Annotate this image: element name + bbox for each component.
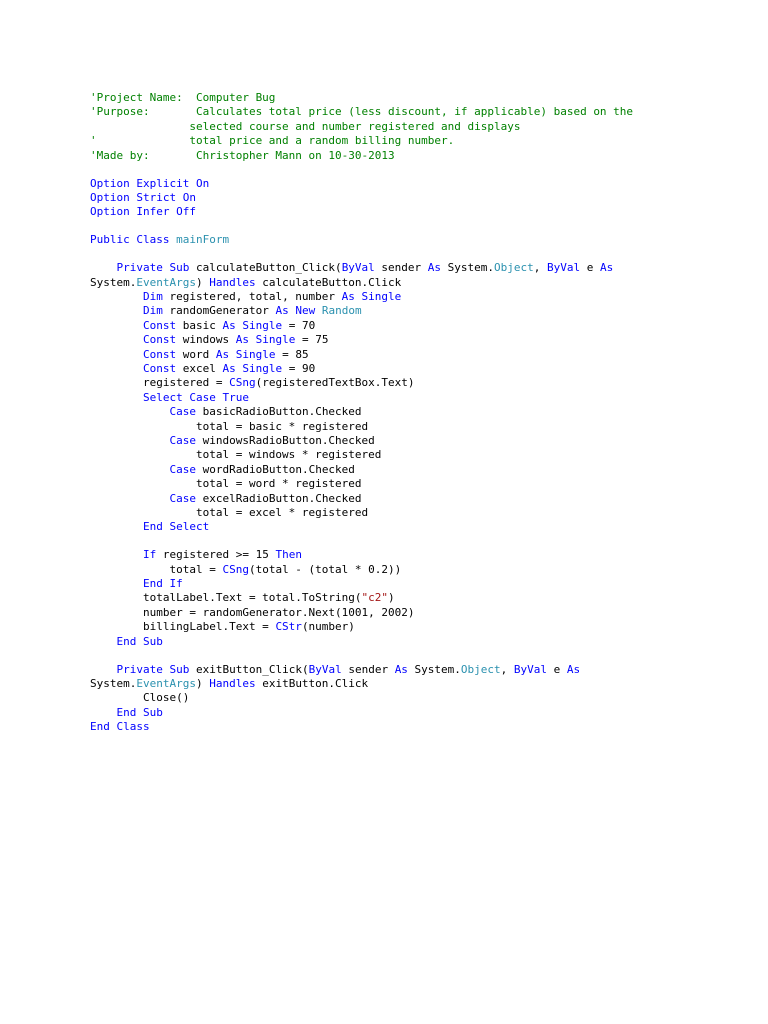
code-line	[90, 520, 750, 534]
code-line	[90, 348, 750, 362]
code-token: exitButton.Click	[255, 677, 369, 691]
code-token: total = windows * registered	[90, 448, 382, 462]
code-token: excelRadioButton.Checked	[195, 491, 362, 505]
code-token: (registeredTextBox.Text)	[255, 376, 415, 390]
code-token: Object	[460, 662, 501, 676]
code-line	[90, 477, 750, 491]
code-token: windows	[176, 333, 236, 347]
code-token: calculateButton_Click(	[189, 261, 342, 275]
code-token: As Single	[222, 318, 283, 332]
code-token: sender	[374, 261, 428, 275]
code-token: As Single	[341, 290, 402, 304]
code-token: CSng	[229, 376, 256, 390]
code-token: registered =	[90, 376, 230, 390]
code-line	[90, 563, 750, 577]
code-token: selected course and number registered and displays	[90, 119, 521, 133]
code-token: excel	[176, 362, 223, 376]
code-listing	[90, 91, 750, 735]
blank-line	[90, 220, 750, 234]
code-token: System.	[407, 662, 461, 676]
code-token: Select Case True	[142, 390, 249, 404]
code-token	[90, 463, 169, 476]
code-token: 'Project Name: Computer Bug	[90, 91, 276, 104]
code-token: e	[547, 662, 567, 676]
code-token	[90, 520, 143, 533]
code-token: = 75	[295, 333, 329, 347]
code-token: )	[195, 275, 210, 289]
code-token	[90, 362, 143, 375]
code-token: System.	[90, 677, 137, 691]
code-token: Option Infer Off	[90, 205, 196, 219]
code-token: If	[142, 548, 157, 562]
code-token	[90, 348, 143, 361]
code-line	[90, 448, 750, 462]
code-token: End Sub	[116, 634, 163, 648]
code-token	[90, 261, 117, 274]
code-token	[90, 492, 169, 505]
code-token: total =	[90, 562, 223, 576]
code-token	[90, 319, 143, 332]
code-token: basicRadioButton.Checked	[195, 405, 362, 419]
code-line	[90, 706, 750, 720]
blank-line	[90, 248, 750, 262]
code-token: Const	[142, 347, 177, 361]
code-token	[90, 577, 143, 590]
code-line	[90, 177, 750, 191]
code-token: 'Made by: Christopher Mann on 10-30-2013	[90, 148, 395, 162]
code-token: total = basic * registered	[90, 419, 369, 433]
blank-line	[90, 535, 750, 549]
code-line	[90, 691, 750, 705]
code-token: )	[195, 677, 210, 691]
code-token: randomGenerator	[162, 304, 276, 318]
code-line	[90, 134, 750, 148]
code-line	[90, 405, 750, 419]
code-token: calculateButton.Click	[255, 275, 402, 289]
code-line	[90, 191, 750, 205]
code-line	[90, 290, 750, 304]
code-token: ' total price and a random billing number.	[90, 134, 455, 148]
code-token: ByVal	[341, 261, 375, 275]
code-token: mainForm	[176, 233, 230, 247]
code-token: number = randomGenerator.Next(1001, 2002)	[90, 605, 415, 619]
code-token	[90, 391, 143, 404]
code-line	[90, 620, 750, 634]
code-token: (total - (total * 0.2))	[248, 562, 402, 576]
code-token	[90, 405, 169, 418]
code-token: = 85	[275, 347, 309, 361]
code-line	[90, 548, 750, 562]
code-token: totalLabel.Text = total.ToString(	[90, 591, 362, 605]
code-token: wordRadioButton.Checked	[195, 462, 355, 476]
code-token: billingLabel.Text =	[90, 620, 276, 634]
code-token: EventArgs	[136, 275, 196, 289]
code-token: basic	[176, 318, 223, 332]
code-token: System.	[90, 275, 137, 289]
code-line	[90, 577, 750, 591]
code-token: total = excel * registered	[90, 505, 369, 519]
code-token: End If	[142, 577, 183, 591]
code-token: registered >= 15	[156, 548, 276, 562]
code-token: )	[388, 591, 395, 605]
code-token: Random	[321, 304, 362, 318]
code-token: Case	[169, 433, 196, 447]
code-line	[90, 391, 750, 405]
code-line	[90, 319, 750, 333]
code-token: As	[566, 662, 581, 676]
code-token: (number)	[301, 620, 355, 634]
code-token	[90, 663, 117, 676]
code-token	[90, 706, 117, 719]
code-token: As New	[275, 304, 316, 318]
code-token	[90, 290, 143, 303]
code-line	[90, 261, 750, 275]
code-token: registered, total, number	[162, 290, 342, 304]
code-token: As	[600, 261, 614, 275]
code-line	[90, 434, 750, 448]
code-line	[90, 463, 750, 477]
code-line	[90, 276, 750, 290]
code-token	[90, 635, 117, 648]
code-token	[90, 304, 143, 317]
code-token: As Single	[235, 333, 296, 347]
blank-line	[90, 649, 750, 663]
code-token: End Sub	[116, 705, 163, 719]
code-token: End Select	[142, 520, 210, 534]
code-token: Public Class	[90, 233, 177, 247]
code-token: Const	[142, 362, 177, 376]
code-token: Private Sub	[116, 261, 190, 275]
code-token	[90, 434, 169, 447]
code-token: End Class	[90, 720, 150, 734]
code-token: As Single	[215, 347, 276, 361]
code-token: Private Sub	[116, 662, 190, 676]
code-token: exitButton_Click(	[189, 662, 309, 676]
code-token: = 70	[282, 318, 316, 332]
code-token: = 90	[282, 362, 316, 376]
code-token: Option Explicit On	[90, 176, 210, 190]
code-token: EventArgs	[136, 677, 196, 691]
code-token: CStr	[275, 620, 302, 634]
code-line	[90, 333, 750, 347]
code-token: ,	[533, 261, 548, 275]
code-line	[90, 376, 750, 390]
code-token: As	[394, 662, 408, 676]
code-token	[90, 333, 143, 346]
code-line	[90, 304, 750, 318]
code-token: word	[176, 347, 216, 361]
code-token: As Single	[222, 362, 283, 376]
code-line	[90, 233, 750, 247]
code-line	[90, 591, 750, 605]
code-token: Const	[142, 318, 177, 332]
code-token: ByVal	[308, 662, 342, 676]
code-token	[90, 548, 143, 561]
code-token: total = word * registered	[90, 477, 362, 491]
code-line	[90, 663, 750, 677]
code-token: e	[580, 261, 601, 275]
code-line	[90, 120, 750, 134]
code-line	[90, 420, 750, 434]
code-token: Handles	[209, 677, 256, 691]
code-line	[90, 362, 750, 376]
code-token: ,	[500, 662, 514, 676]
code-token: As	[427, 261, 442, 275]
code-token: Close()	[90, 691, 190, 705]
code-token: Object	[494, 261, 534, 275]
code-token: 'Purpose: Calculates total price (less discount, if applicable) based on the	[90, 105, 634, 119]
code-line	[90, 720, 750, 734]
code-token: Handles	[209, 275, 256, 289]
code-token: CSng	[222, 562, 249, 576]
code-token: "c2"	[361, 591, 389, 605]
code-line	[90, 105, 750, 119]
code-line	[90, 635, 750, 649]
code-token: Case	[169, 405, 196, 419]
code-line	[90, 677, 750, 691]
code-line	[90, 492, 750, 506]
code-token: Case	[169, 491, 196, 505]
code-line	[90, 205, 750, 219]
code-token	[315, 304, 322, 317]
code-token: ByVal	[513, 662, 548, 676]
code-token: ByVal	[547, 261, 581, 275]
code-line	[90, 506, 750, 520]
code-token: windowsRadioButton.Checked	[195, 433, 375, 447]
code-token: sender	[341, 662, 395, 676]
blank-line	[90, 163, 750, 177]
code-token: Then	[275, 548, 302, 562]
code-line	[90, 606, 750, 620]
code-token: Option Strict On	[90, 190, 196, 204]
code-token: Dim	[142, 290, 163, 304]
code-token: Const	[142, 333, 177, 347]
code-token: Case	[169, 462, 196, 476]
code-token: System.	[441, 261, 495, 275]
code-line	[90, 91, 750, 105]
code-line	[90, 149, 750, 163]
code-token: Dim	[142, 304, 163, 318]
